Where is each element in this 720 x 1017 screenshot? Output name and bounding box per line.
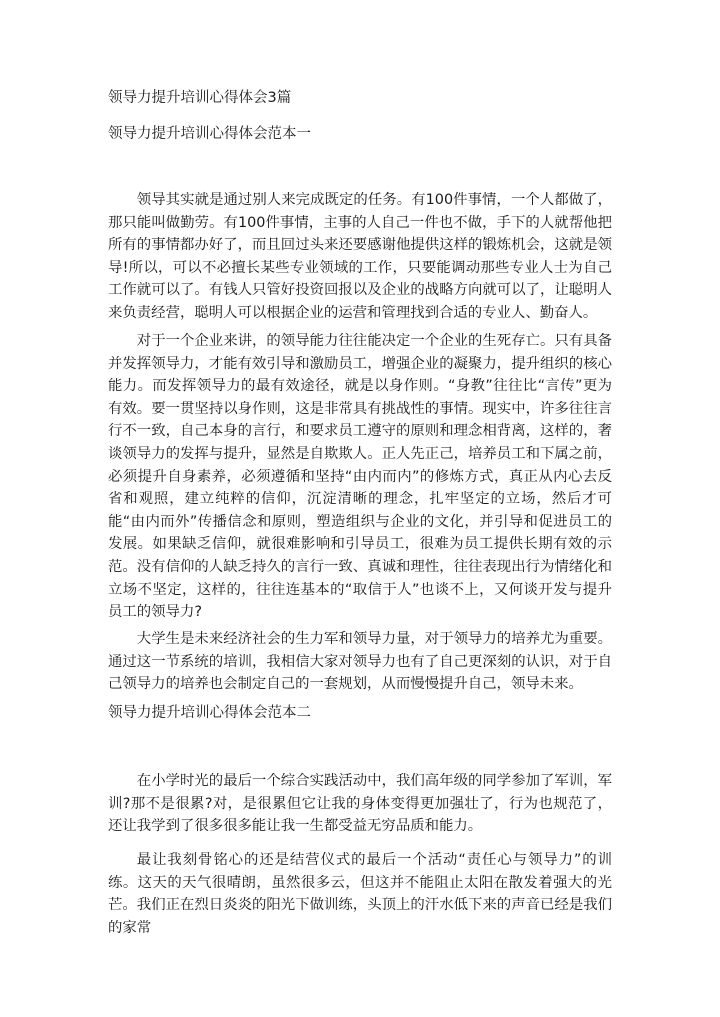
section-heading-2: 领导力提升培训心得体会范本二 [108,705,311,721]
paragraph: 大学生是未来经济社会的生力军和领导力量，对于领导力的培养尤为重要。通过这一节系统的培训，我相信大家对领导力也有了自己更深刻的认识，对于自己领导力的培养也会制定自己的一套规划，从而慢慢提升自己，领导未来。 [108,631,612,693]
paragraph: 对于一个企业来讲，的领导能力往往能决定一个企业的生死存亡。只有具备并发挥领导力，才能有效引导和激励员工，增强企业的凝聚力，提升组织的核心能力。而发挥领导力的最有效途径，就是以身作则。“身教”往往比“言传”更为有效。要一贯坚持以身作则，这是非常具有挑战性的事情。现实中，许多往往言行不一致，自己本身的言行，和要求员工遵守的原则和理念相背离，这样的，奢谈领导力的发挥与提升，显然是自欺欺人。正人先正己，培养员工和下属之前，必须提升自身素养，必须遵循和坚持“由内而内”的修炼方式，真正从内心去反省和观照，建立纯粹的信仰，沉淀清晰的理念，扎牢坚定的立场，然后才可能“由内而外”传播信念和原则，塑造组织与企业的文化，并引导和促进员工的发展。如果缺乏信仰，就很难影响和引导员工，很难为员工提供长期有效的示范。没有信仰的人缺乏持久的言行一致、真诚和理性，往往表现出行为情绪化和立场不坚定，这样的，往往连基本的“取信于人”也谈不上，又何谈开发与提升员工的领导力? [108,333,612,621]
paragraph: 在小学时光的最后一个综合实践活动中，我们高年级的同学参加了军训，军训?那不是很累?对，是很累但它让我的身体变得更加强壮了，行为也规范了，还让我学到了很多很多能让我一生都受益无穷品质和能力。 [108,773,612,835]
paragraph: 领导其实就是通过别人来完成既定的任务。有100件事情，一个人都做了，那只能叫做勤劳。有100件事情，主事的人自己一件也不做，手下的人就帮他把所有的事情都办好了，而且回过头来还要感谢他提供这样的锻炼机会，这就是领导!所以，可以不必擅长某些专业领域的工作，只要能调动那些专业人士为自己工作就可以了。有钱人只管好投资回报以及企业的战略方向就可以了，让聪明人来负责经营，聪明人可以根据企业的运营和管理找到合适的专业人、勤奋人。 [108,192,612,321]
paragraph: 最让我刻骨铭心的还是结营仪式的最后一个活动“责任心与领导力”的训练。这天的天气很晴朗，虽然很多云，但这并不能阻止太阳在散发着强大的光芒。我们正在烈日炎炎的阳光下做训练，头顶上的汗水低下来的声音已经是我们的家常 [108,852,612,936]
document-title: 领导力提升培训心得体会3篇 [108,90,292,106]
section-heading-1: 领导力提升培训心得体会范本一 [108,126,311,142]
